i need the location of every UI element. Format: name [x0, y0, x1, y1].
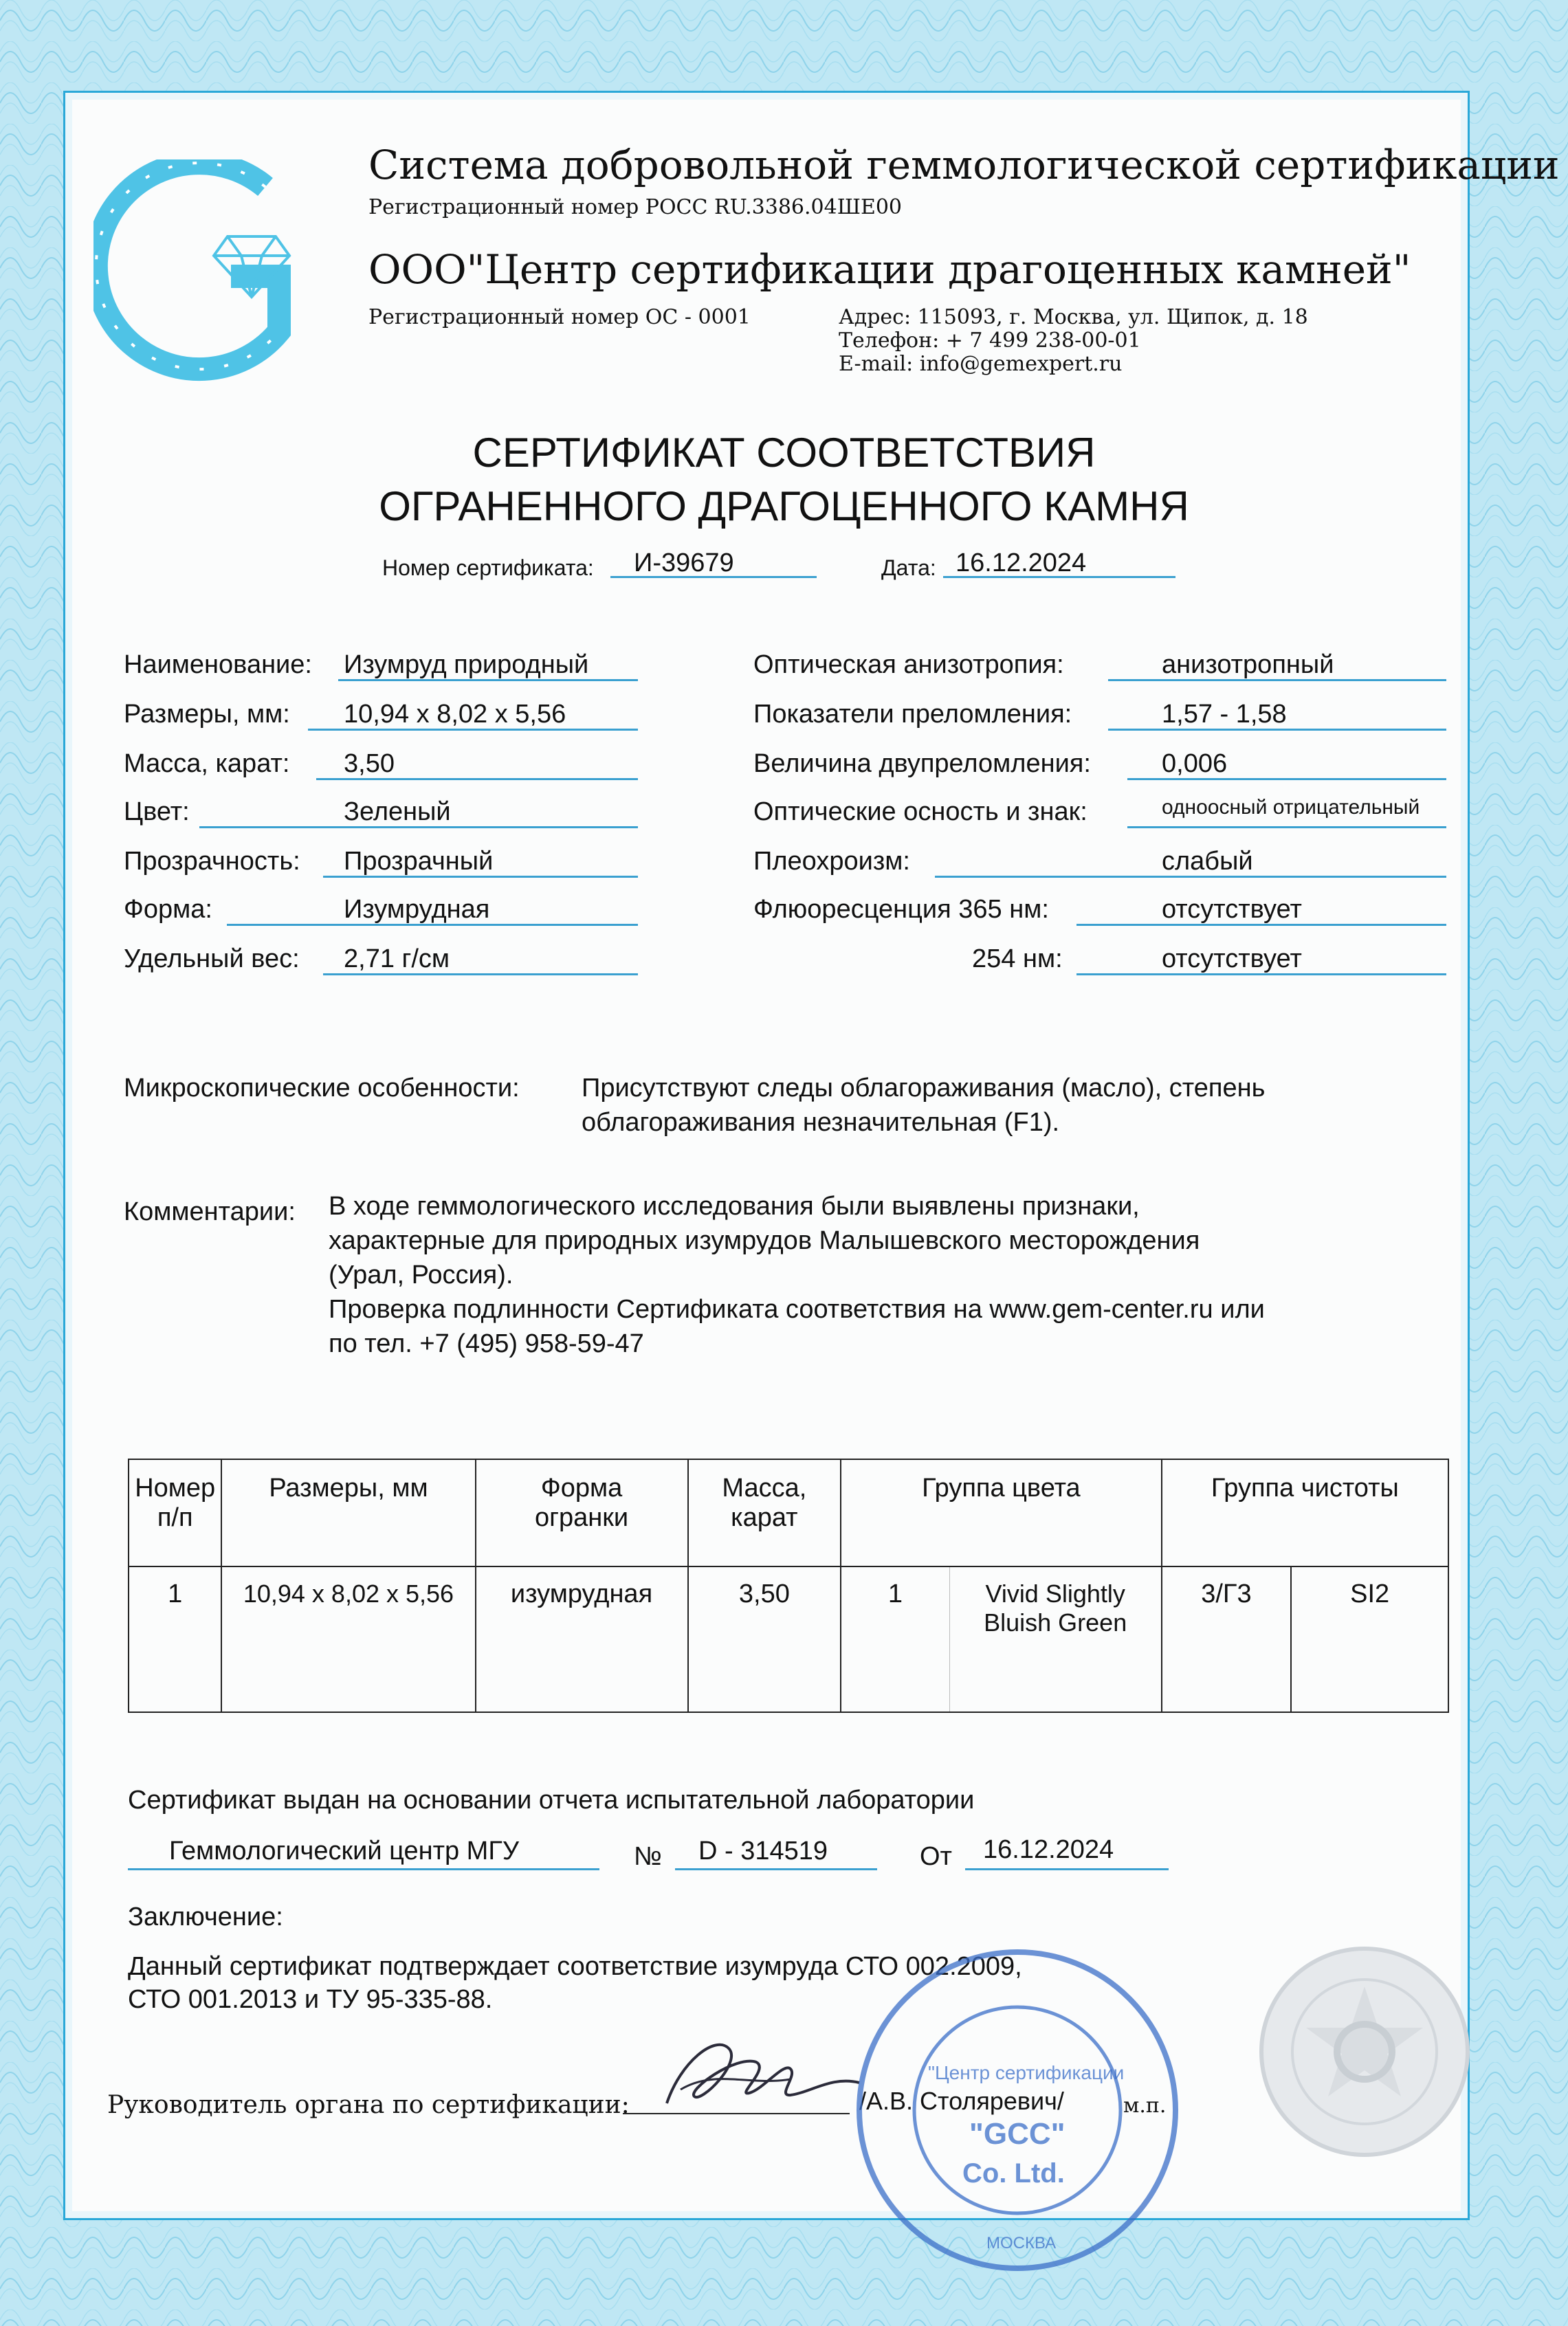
cell-form: изумрудная — [476, 1566, 688, 1712]
field-name-label: Наименование: — [124, 650, 312, 679]
stamp-seal-icon — [852, 1945, 1182, 2275]
field-birefringence-label: Величина двупреломления: — [753, 749, 1091, 778]
col-size-header-text: Размеры, мм — [269, 1474, 428, 1503]
col-number-header-line-1: Номер — [135, 1474, 216, 1503]
embossed-seal-icon — [1251, 1938, 1478, 2165]
field-optic-sign-label: Оптические осность и знак: — [753, 797, 1087, 826]
comments-label: Комментарии: — [124, 1197, 296, 1226]
stamp-inner-line-1: "Центр сертификации — [928, 2062, 1125, 2083]
comments-line-4: Проверка подлинности Сертификата соответствия на www.gem-center.ru или — [329, 1295, 1265, 1324]
comments-line-5: по тел. +7 (495) 958-59-47 — [329, 1329, 644, 1358]
col-form-header — [476, 1459, 688, 1566]
field-transparency-label: Прозрачность: — [124, 847, 300, 876]
field-underline — [1127, 826, 1446, 828]
cell-clarity-group: 3/Г3 — [1162, 1566, 1292, 1712]
field-fluorescence-365-label: Флюоресценция 365 нм: — [753, 895, 1049, 924]
org-name: ООО"Центр сертификации драгоценных камней" — [368, 246, 1411, 293]
conclusion-label: Заключение: — [128, 1903, 283, 1931]
field-fluorescence-365-value: отсутствует — [1162, 895, 1302, 924]
stamp-inner-line-2: "GCC" — [969, 2117, 1065, 2151]
cell-color-desc — [949, 1566, 1161, 1712]
system-title: Система добровольной геммологической сертификации — [368, 142, 1560, 188]
field-mass-value: 3,50 — [344, 749, 395, 778]
basis-from-label: От — [920, 1842, 952, 1871]
table-header-row — [129, 1459, 1448, 1566]
basis-no-label: № — [634, 1842, 662, 1871]
cell-color-desc-line-2: Bluish Green — [984, 1608, 1127, 1637]
signatory-name: /А.В. Столяревич/ — [859, 2087, 1064, 2115]
microscopic-line-1: Присутствуют следы облагораживания (масло), степень — [582, 1074, 1266, 1103]
field-transparency-value: Прозрачный — [344, 847, 494, 876]
col-mass-header — [688, 1459, 841, 1566]
col-mass-header-line-1: Масса, — [722, 1474, 807, 1503]
basis-text: Сертификат выдан на основании отчета испытательной лаборатории — [128, 1786, 975, 1815]
cell-clarity-grade: SI2 — [1291, 1566, 1448, 1712]
basis-report-underline — [675, 1868, 877, 1870]
cell-size: 10,94 х 8,02 х 5,56 — [221, 1566, 475, 1712]
field-anisotropy-label: Оптическая анизотропия: — [753, 650, 1064, 679]
field-pleochroism-label: Плеохроизм: — [753, 847, 910, 876]
col-form-header-line-2: огранки — [534, 1503, 629, 1532]
cell-color-desc-line-1: Vivid Slightly — [985, 1580, 1125, 1608]
basis-lab-name: Геммологический центр МГУ — [169, 1837, 520, 1865]
field-refraction-value: 1,57 - 1,58 — [1162, 700, 1287, 729]
comments-line-2: характерные для природных изумрудов Малышевского месторождения — [329, 1226, 1200, 1255]
title-line-2: ОГРАНЕННОГО ДРАГОЦЕННОГО КАМНЯ — [379, 483, 1189, 529]
col-size-header — [221, 1459, 475, 1566]
org-address: Адрес: 115093, г. Москва, ул. Щипок, д. 18 — [839, 305, 1308, 329]
cert-number-label: Номер сертификата: — [382, 555, 594, 580]
official-stamp — [852, 1945, 1182, 2275]
cert-date: 16.12.2024 — [956, 549, 1087, 577]
col-color-header-text: Группа цвета — [922, 1474, 1081, 1503]
field-pleochroism-value: слабый — [1162, 847, 1253, 876]
basis-report-date: 16.12.2024 — [983, 1835, 1114, 1864]
org-phone: Телефон: + 7 499 238-00-01 — [839, 329, 1141, 353]
field-density-label: Удельный вес: — [124, 944, 300, 973]
cell-color-group: 1 — [841, 1566, 949, 1712]
cell-number: 1 — [129, 1566, 221, 1712]
microscopic-label: Микроскопические особенности: — [124, 1074, 520, 1103]
field-refraction-label: Показатели преломления: — [753, 700, 1072, 729]
col-clarity-header — [1162, 1459, 1448, 1566]
col-clarity-header-text: Группа чистоты — [1211, 1474, 1399, 1503]
col-mass-header-line-2: карат — [731, 1503, 798, 1532]
field-size-value: 10,94 х 8,02 х 5,56 — [344, 700, 566, 729]
title-line-1: СЕРТИФИКАТ СООТВЕТСТВИЯ — [472, 430, 1096, 476]
conclusion-line-1: Данный сертификат подтверждает соответствие изумруда СТО 002.2009, — [128, 1952, 1022, 1981]
cert-date-label: Дата: — [881, 555, 936, 580]
org-email: E-mail: info@gemexpert.ru — [839, 352, 1123, 376]
certificate-paper — [63, 91, 1470, 2220]
field-shape-value: Изумрудная — [344, 895, 490, 924]
col-number-header — [129, 1459, 221, 1566]
col-number-header-line-2: п/п — [157, 1503, 193, 1532]
stamp-inner-line-3: Co. Ltd. — [962, 2158, 1065, 2189]
field-color-label: Цвет: — [124, 797, 190, 826]
cell-mass: 3,50 — [688, 1566, 841, 1712]
conclusion-line-2: СТО 001.2013 и ТУ 95-335-88. — [128, 1985, 493, 2014]
field-optic-sign-value: одноосный отрицательный — [1162, 796, 1420, 819]
field-birefringence-value: 0,006 — [1162, 749, 1228, 778]
basis-report-number: D - 314519 — [698, 1837, 828, 1865]
stamp-place-label: м.п. — [1123, 2094, 1167, 2118]
comments-line-1: В ходе геммологического исследования были выявлены признаки, — [329, 1192, 1140, 1221]
field-fluorescence-254-label: 254 нм: — [972, 944, 1063, 973]
field-fluorescence-254-value: отсутствует — [1162, 944, 1302, 973]
gcc-logo-icon — [93, 159, 300, 393]
table-row — [129, 1566, 1448, 1712]
stamp-city: МОСКВА — [986, 2234, 1057, 2252]
org-reg-number: Регистрационный номер ОС - 0001 — [368, 305, 751, 329]
col-form-header-line-1: Форма — [540, 1474, 623, 1503]
field-shape-label: Форма: — [124, 895, 212, 924]
cert-number: И-39679 — [634, 549, 734, 577]
system-reg-number: Регистрационный номер РОСС RU.3386.04ШЕ00 — [368, 195, 903, 219]
field-color-value: Зеленый — [344, 797, 451, 826]
basis-lab-underline — [128, 1868, 599, 1870]
basis-date-underline — [965, 1868, 1169, 1870]
microscopic-line-2: облагораживания незначительная (F1). — [582, 1108, 1060, 1137]
col-color-header — [841, 1459, 1161, 1566]
field-density-value: 2,71 г/см — [344, 944, 450, 973]
field-name-value: Изумруд природный — [344, 650, 589, 679]
handwritten-signature — [653, 2021, 873, 2124]
gems-table — [128, 1459, 1449, 1713]
field-mass-label: Масса, карат: — [124, 749, 290, 778]
signature-label: Руководитель органа по сертификации: — [107, 2091, 630, 2119]
field-anisotropy-value: анизотропный — [1162, 650, 1334, 679]
field-size-label: Размеры, мм: — [124, 700, 290, 729]
comments-line-3: (Урал, Россия). — [329, 1261, 514, 1289]
